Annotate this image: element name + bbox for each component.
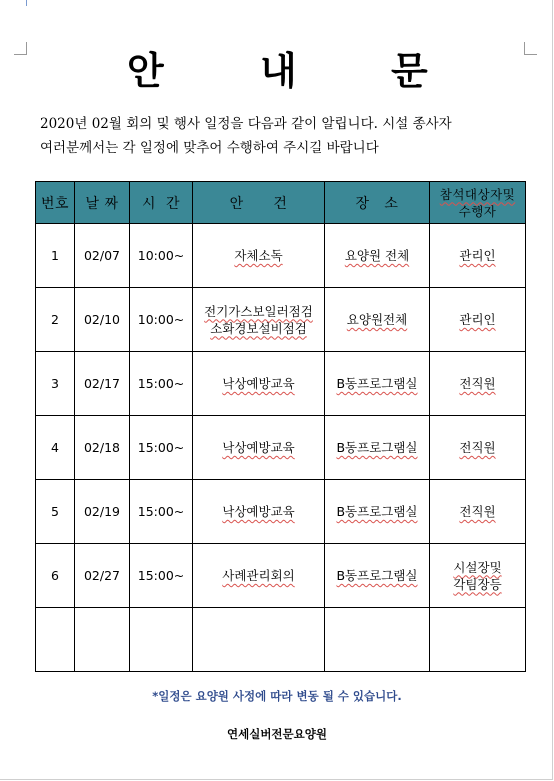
cell-no: [36, 608, 75, 672]
cell-attendees-text: 전직원: [459, 504, 496, 519]
ruler-marker: [26, 0, 27, 6]
cell-place-text: 요양원전체: [346, 312, 408, 327]
cell-attendees-text: 관리인: [459, 248, 496, 263]
cell-time-text: 15:00~: [137, 504, 185, 519]
table-row[interactable]: [36, 352, 526, 416]
header-agenda: 안 건: [193, 182, 325, 224]
cell-agenda-text: 전기가스보일러점검: [204, 303, 313, 319]
schedule-table[interactable]: [35, 181, 526, 672]
cell-attendees: [430, 288, 526, 352]
cell-time: [130, 224, 193, 288]
cell-place: [325, 608, 430, 672]
cell-attendees: [430, 608, 526, 672]
cell-place-text: B동프로그램실: [336, 440, 418, 455]
cell-place: [325, 224, 430, 288]
cell-no-text: 6: [51, 568, 59, 583]
title-char-3: 문: [391, 48, 428, 93]
cell-date: [75, 480, 130, 544]
intro-line-1: 2020년 02월 회의 및 행사 일정을 다음과 같이 알립니다. 시설 종사자: [40, 116, 452, 132]
cell-place: [325, 480, 430, 544]
cell-time: [130, 288, 193, 352]
cell-date-text: 02/19: [83, 504, 121, 519]
cell-no: [36, 288, 75, 352]
cell-agenda-text: 자체소독: [234, 248, 283, 263]
cell-no-text: 2: [51, 312, 59, 327]
table-row[interactable]: [36, 288, 526, 352]
cell-no-text: 3: [51, 376, 59, 391]
cell-time: [130, 416, 193, 480]
cell-agenda: [193, 480, 325, 544]
cell-attendees-text: 전직원: [459, 376, 496, 391]
cell-attendees-text: 각팀장등: [453, 576, 502, 592]
table-row[interactable]: [36, 224, 526, 288]
header-date: 날 짜: [75, 182, 130, 224]
intro-line-2: 여러분께서는 각 일정에 맞추어 수행하여 주시길 바랍니다: [40, 140, 379, 156]
table-row[interactable]: [36, 416, 526, 480]
cell-no: [36, 480, 75, 544]
cell-attendees: [430, 416, 526, 480]
cell-time: [130, 480, 193, 544]
cell-time-text: 10:00~: [137, 248, 185, 263]
table-row[interactable]: [36, 480, 526, 544]
cell-time-text: 15:00~: [137, 568, 185, 583]
title-char-1: 안: [127, 48, 164, 93]
cell-time: [130, 544, 193, 608]
cell-date-text: 02/17: [83, 376, 121, 391]
title-char-2: 내: [260, 48, 297, 93]
header-attendees: [430, 182, 526, 224]
cell-attendees-text: 전직원: [459, 440, 496, 455]
cell-agenda-text: 낙상예방교육: [222, 504, 295, 519]
cell-date-text: 02/10: [83, 312, 121, 327]
cell-date: [75, 416, 130, 480]
header-place: 장 소: [325, 182, 430, 224]
table-row[interactable]: [36, 608, 526, 672]
document-title: [0, 40, 554, 96]
cell-agenda-text: 낙상예방교육: [222, 440, 295, 455]
organization-name: 연세실버전문요양원: [227, 727, 327, 741]
cell-date: [75, 352, 130, 416]
cell-place: [325, 416, 430, 480]
cell-place-text: B동프로그램실: [336, 376, 418, 391]
cell-no: [36, 352, 75, 416]
cell-no: [36, 224, 75, 288]
cell-agenda: [193, 224, 325, 288]
cell-agenda: [193, 352, 325, 416]
table-row[interactable]: [36, 544, 526, 608]
cell-date-text: 02/07: [83, 248, 121, 263]
cell-no: [36, 544, 75, 608]
cell-place-text: B동프로그램실: [336, 504, 418, 519]
cell-no: [36, 416, 75, 480]
cell-attendees-text: 관리인: [459, 312, 496, 327]
cell-place-text: B동프로그램실: [336, 568, 418, 583]
table-header-row: [36, 182, 526, 224]
cell-place: [325, 288, 430, 352]
cell-date-text: 02/27: [83, 568, 121, 583]
cell-attendees: [430, 544, 526, 608]
cell-date-text: 02/18: [83, 440, 121, 455]
cell-no-text: 1: [51, 248, 59, 263]
cell-time-text: 10:00~: [137, 312, 185, 327]
intro-paragraph[interactable]: [40, 112, 530, 160]
cell-time: [130, 608, 193, 672]
cell-agenda: [193, 416, 325, 480]
cell-agenda-text: 사례관리회의: [222, 568, 295, 583]
cell-date: [75, 608, 130, 672]
cell-agenda: [193, 544, 325, 608]
cell-time: [130, 352, 193, 416]
cell-place: [325, 544, 430, 608]
cell-time-text: 15:00~: [137, 440, 185, 455]
cell-no-text: 5: [51, 504, 59, 519]
cell-agenda: [193, 608, 325, 672]
cell-no-text: 4: [51, 440, 59, 455]
cell-date: [75, 288, 130, 352]
cell-date: [75, 544, 130, 608]
cell-agenda-text: 낙상예방교육: [222, 376, 295, 391]
header-time: 시 간: [130, 182, 193, 224]
header-attendees-line2: 수행자: [458, 203, 497, 219]
cell-place-text: 요양원 전체: [344, 248, 410, 263]
cell-place: [325, 352, 430, 416]
cell-attendees: [430, 224, 526, 288]
cell-agenda-text: 소화경보설비점검: [210, 320, 307, 336]
cell-attendees: [430, 480, 526, 544]
header-attendees-line1: 참석대상자및: [439, 186, 516, 202]
schedule-notice: *일정은 요양원 사정에 따라 변동 될 수 있습니다.: [152, 689, 402, 703]
cell-date: [75, 224, 130, 288]
cell-time-text: 15:00~: [137, 376, 185, 391]
header-no: 번호: [36, 182, 75, 224]
cell-attendees-text: 시설장및: [453, 559, 502, 575]
cell-attendees: [430, 352, 526, 416]
cell-agenda: [193, 288, 325, 352]
